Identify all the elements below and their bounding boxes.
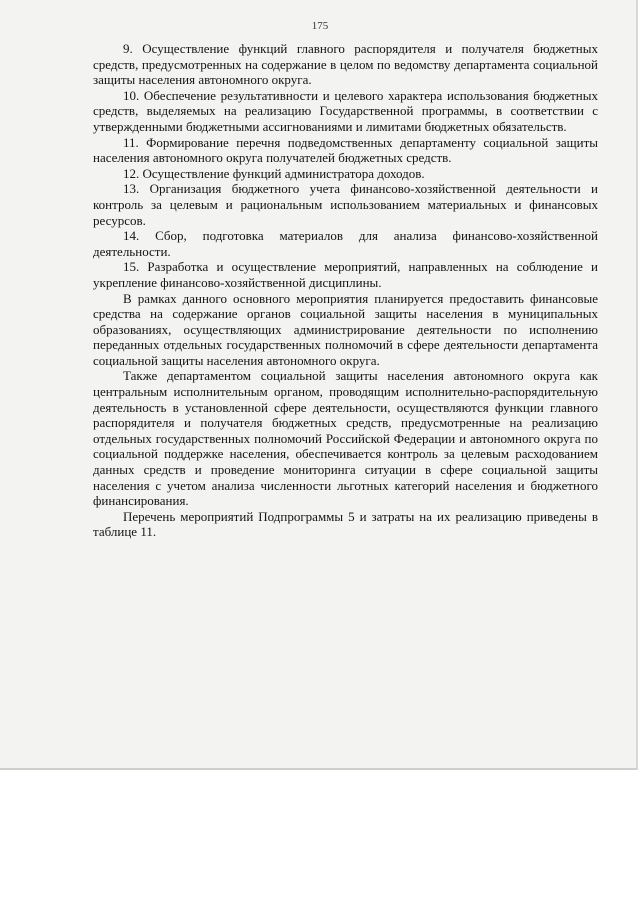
page-number: 175 <box>311 20 329 32</box>
paragraph-department-functions: Также департаментом социальной защиты населения автономного округа как центральным исполнительным органом, проводящим исполнительно-распорядительную деятельность в установленной сфере деятельности, осуществляются функции главного распорядителя и получателя бюджетных средств, предусмотренные на реализацию отдельных государственных полномочий Российской Федерации и автономного округа по социальной поддержке населения, обеспечивается контроль за целевым расходованием данных средств и проведение мониторинга ситуации в сфере социальной защиты населения с учетом анализа численности льготных категорий населения и бюджетного финансирования. <box>93 368 598 509</box>
paragraph-item-12: 12. Осуществление функций администратора доходов. <box>123 165 425 181</box>
paragraph-item-11: 11. Формирование перечня подведомственных департаменту социальной защиты населения автономного округа получателей бюджетных средств. <box>93 134 598 166</box>
paragraph-item-13: 13. Организация бюджетного учета финансово-хозяйственной деятельности и контроль за целевым и рациональным использованием материальных и финансовых ресурсов. <box>93 181 598 228</box>
document-body <box>93 41 598 540</box>
paragraph-item-14: 14. Сбор, подготовка материалов для анализа финансово-хозяйственной деятельности. <box>93 228 598 259</box>
paragraph-item-10: 10. Обеспечение результативности и целевого характера использования бюджетных средств, выделяемых на реализацию Государственной программы, в соответствии с утвержденными бюджетными ассигнованиями и лимитами бюджетных обязательств. <box>93 87 598 134</box>
paragraph-funding: В рамках данного основного мероприятия планируется предоставить финансовые средства на содержание органов социальной защиты населения в муниципальных образованиях, осуществляющих администрирование деятельности по исполнению переданных отдельных государственных полномочий в сфере деятельности департамента социальной защиты населения автономного округа. <box>93 290 598 368</box>
paragraph-item-15: 15. Разработка и осуществление мероприятий, направленных на соблюдение и укрепление финансово-хозяйственной дисциплины. <box>93 259 598 290</box>
paragraph-table-reference: Перечень мероприятий Подпрограммы 5 и затраты на их реализацию приведены в таблице 11. <box>93 508 598 540</box>
paragraph-item-9: 9. Осуществление функций главного распорядителя и получателя бюджетных средств, предусмотренных на содержание в целом по ведомству департамента социальной защиты населения автономного округа. <box>93 41 598 88</box>
